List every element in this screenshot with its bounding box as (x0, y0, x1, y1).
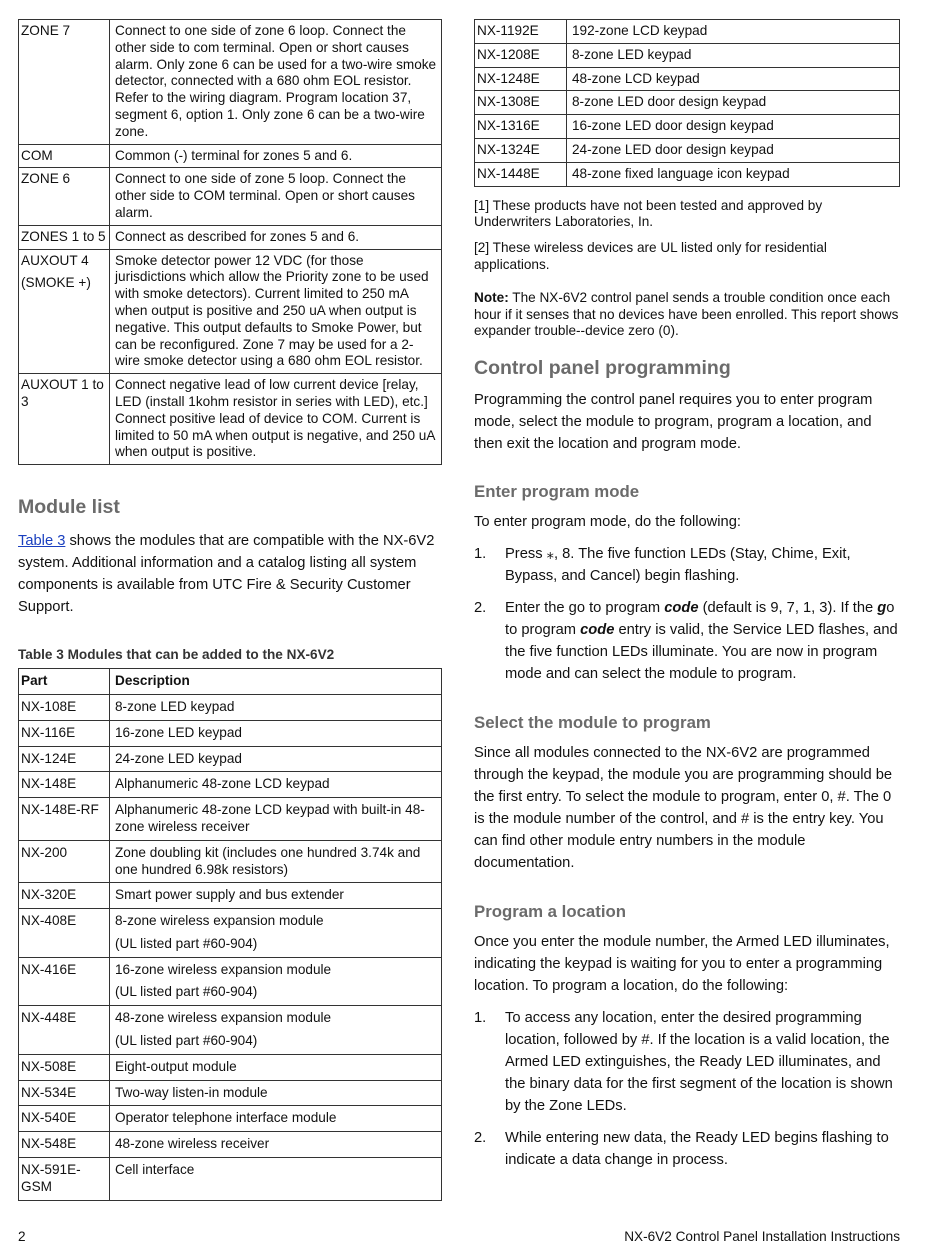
table-row (475, 43, 900, 67)
module-list-paragraph (18, 530, 442, 618)
module-part: NX-534E (19, 1080, 110, 1106)
keypad-description: 192-zone LCD keypad (567, 20, 900, 44)
keypad-part: NX-1448E (475, 162, 567, 186)
description-line: 8-zone wireless expansion module (115, 913, 324, 929)
enter-step-1: 1. Press ⁎, 8. The five function LEDs (Stay, Chime, Exit, Bypass, and Cancel) begin flashing. (474, 546, 851, 585)
table-row (19, 20, 442, 145)
note-text: The NX-6V2 control panel sends a trouble condition once each hour if it senses that no devices have been enrolled. This report shows expander trouble--device zero (0). (474, 289, 899, 339)
module-part: NX-320E (19, 883, 110, 909)
keypad-part: NX-1324E (475, 138, 567, 162)
table-row (19, 374, 442, 465)
keypad-part: NX-1308E (475, 91, 567, 115)
program-location-intro: Once you enter the module number, the Armed LED illuminates, indicating the keypad is waiting for you to enter a programming location. To program a location, do the following: (474, 934, 890, 995)
table-row (19, 746, 442, 772)
terminal-name (19, 168, 110, 225)
enter-steps (474, 543, 900, 685)
table-row (19, 772, 442, 798)
left-column (18, 0, 442, 1201)
table-row (19, 1054, 442, 1080)
module-description (110, 840, 442, 883)
terminal-line: COM (21, 147, 53, 163)
keypad-description: 48-zone LCD keypad (567, 67, 900, 91)
table-row (19, 225, 442, 249)
modules-table (18, 668, 442, 1201)
table-row (475, 138, 900, 162)
description-line: Two-way listen-in module (115, 1084, 268, 1100)
description-line: Cell interface (115, 1162, 195, 1178)
table-row (19, 957, 442, 1006)
header-part: Part (19, 669, 110, 695)
programming-heading: Control panel programming (474, 357, 731, 380)
module-description (110, 883, 442, 909)
module-description (110, 1106, 442, 1132)
description-line: 24-zone LED keypad (115, 750, 242, 766)
enter-intro: To enter program mode, do the following: (474, 514, 741, 531)
table-row (475, 162, 900, 186)
module-description (110, 772, 442, 798)
keypad-description: 16-zone LED door design keypad (567, 115, 900, 139)
module-description (110, 1158, 442, 1201)
terminal-name (19, 225, 110, 249)
terminal-description: Smoke detector power 12 VDC (for those jurisdictions which allow the Priority zone to be used with smoke detectors). Current limited to 250 mA when output is positive and 250 uA when output is negative. This output defaults to Smoke Power, but can be reconfigured. Zone 7 may be used for a 2-wire smoke detector using a 680 ohm EOL resistor. (110, 249, 442, 374)
terminal-line: ZONES 1 to 5 (21, 228, 106, 244)
select-module-text: Since all modules connected to the NX-6V2 are programmed through the keypad, the module you are programming should be the first entry. To select the module to program, enter 0, #. The 0 is the module number of the control, and # is the entry key. You can find other module entry numbers in the module documentation. (474, 745, 893, 872)
terminal-description: Connect as described for zones 5 and 6. (110, 225, 442, 249)
table-3-caption: Table 3 Modules that can be added to the NX-6V2 (18, 647, 335, 663)
module-part: NX-148E (19, 772, 110, 798)
footnote-2: [2] These wireless devices are UL listed only for residential applications. (474, 240, 827, 272)
description-line: Alphanumeric 48-zone LCD keypad with built-in 48-zone wireless receiver (115, 802, 425, 834)
table-row (475, 115, 900, 139)
table-row (19, 249, 442, 374)
terminal-name (19, 20, 110, 145)
module-part: NX-540E (19, 1106, 110, 1132)
module-part: NX-408E (19, 909, 110, 958)
terminal-description: Connect negative lead of low current device [relay, LED (install 1kohm resistor in series with LED), etc.] Connect positive lead of device to COM. Current is limited to 50 mA when output is negative, and 250 uA when output is positive. (110, 374, 442, 465)
module-part: NX-416E (19, 957, 110, 1006)
terminal-table (18, 19, 442, 465)
table-row (19, 1158, 442, 1201)
table-row (19, 840, 442, 883)
description-line: Operator telephone interface module (115, 1110, 337, 1126)
enter-program-mode-heading: Enter program mode (474, 482, 640, 502)
description-line: (UL listed part #60-904) (115, 984, 258, 1000)
table-3-link[interactable]: Table 3 (18, 533, 66, 550)
table-row (19, 168, 442, 225)
terminal-line: ZONE 6 (21, 171, 71, 187)
description-line: 16-zone LED keypad (115, 724, 242, 740)
footnote-1: [1] These products have not been tested and approved by Underwriters Laboratories, In. (474, 197, 823, 230)
table-header-row (19, 669, 442, 695)
program-location-heading: Program a location (474, 902, 626, 922)
terminal-line: AUXOUT 4 (21, 252, 89, 268)
terminal-name (19, 144, 110, 168)
page-number: 2 (18, 1229, 26, 1244)
table-row (19, 1006, 442, 1055)
table-row (19, 144, 442, 168)
description-line: 8-zone LED keypad (115, 698, 235, 714)
description-line: Zone doubling kit (includes one hundred 3.74k and one hundred 6.98k resistors) (115, 844, 421, 877)
description-line: 48-zone wireless expansion module (115, 1010, 332, 1026)
description-line: Alphanumeric 48-zone LCD keypad (115, 776, 330, 792)
table-row (19, 798, 442, 841)
table-row (19, 1080, 442, 1106)
description-line: (UL listed part #60-904) (115, 935, 258, 951)
location-step-1: 1. To access any location, enter the desired programming location, followed by #. If the location is a valid location, the Armed LED extinguishes, the Ready LED illuminates, and the binary data for the first segment of the location is shown by the Zone LEDs. (474, 1010, 893, 1115)
module-part: NX-548E (19, 1132, 110, 1158)
terminal-description: Connect to one side of zone 5 loop. Connect the other side to COM terminal. Open or short causes alarm. (110, 168, 442, 225)
note-label: Note: (474, 289, 509, 305)
module-description (110, 957, 442, 1006)
table-row (475, 91, 900, 115)
module-description (110, 720, 442, 746)
table-row (19, 694, 442, 720)
module-list-heading: Module list (18, 496, 120, 519)
module-description (110, 694, 442, 720)
table-row (19, 1106, 442, 1132)
module-part: NX-200 (19, 840, 110, 883)
module-description (110, 1054, 442, 1080)
keypad-description: 8-zone LED door design keypad (567, 91, 900, 115)
module-description (110, 1006, 442, 1055)
keypad-table (474, 19, 900, 187)
module-part: NX-148E-RF (19, 798, 110, 841)
keypad-part: NX-1208E (475, 43, 567, 67)
terminal-name (19, 249, 110, 374)
terminal-line: ZONE 7 (21, 23, 71, 38)
module-description (110, 798, 442, 841)
terminal-description: Connect to one side of zone 6 loop. Connect the other side to com terminal. Open or short causes alarm. Only zone 6 can be used for a two-wire smoke detector, connected with a 680 ohm EOL resistor. Refer to the wiring diagram. Program location 37, segment 6, option 1. Only zone 6 can be a two-wire zone. (110, 20, 442, 145)
module-description (110, 1080, 442, 1106)
module-part: NX-116E (19, 720, 110, 746)
table-row (19, 909, 442, 958)
terminal-line: AUXOUT 1 to 3 (21, 377, 104, 409)
enter-step-2: 2. Enter the go to program code (default is 9, 7, 1, 3). If the go to program code entry is valid, the Service LED flashes, and the five function LEDs illuminate. You are now in program mode and can select the module to program. (474, 600, 898, 683)
keypad-description: 48-zone fixed language icon keypad (567, 162, 900, 186)
description-line: 48-zone wireless receiver (115, 1136, 270, 1152)
terminal-line: (SMOKE +) (21, 275, 91, 291)
footer-title: NX-6V2 Control Panel Installation Instructions (624, 1229, 900, 1244)
table-row (475, 20, 900, 44)
note-paragraph (474, 290, 900, 340)
description-line: Smart power supply and bus extender (115, 887, 344, 903)
keypad-part: NX-1248E (475, 67, 567, 91)
description-line: Eight-output module (115, 1058, 237, 1074)
table-row (19, 720, 442, 746)
table-row (19, 1132, 442, 1158)
module-part: NX-591E-GSM (19, 1158, 110, 1201)
terminal-name (19, 374, 110, 465)
description-line: (UL listed part #60-904) (115, 1033, 258, 1049)
header-description: Description (110, 669, 442, 695)
module-description (110, 909, 442, 958)
programming-intro: Programming the control panel requires you to enter program mode, select the module to program, program a location, and then exit the location and program mode. (474, 392, 873, 453)
module-part: NX-508E (19, 1054, 110, 1080)
description-line: 16-zone wireless expansion module (115, 961, 332, 977)
table-row (19, 883, 442, 909)
module-part: NX-124E (19, 746, 110, 772)
keypad-part: NX-1192E (475, 20, 567, 44)
location-step-2: 2. While entering new data, the Ready LED begins flashing to indicate a data change in process. (474, 1130, 889, 1169)
module-part: NX-448E (19, 1006, 110, 1055)
location-steps (474, 1007, 900, 1171)
module-description (110, 746, 442, 772)
right-column (474, 0, 900, 1171)
terminal-description: Common (-) terminal for zones 5 and 6. (110, 144, 442, 168)
module-description (110, 1132, 442, 1158)
module-part: NX-108E (19, 694, 110, 720)
keypad-part: NX-1316E (475, 115, 567, 139)
keypad-description: 24-zone LED door design keypad (567, 138, 900, 162)
select-module-heading: Select the module to program (474, 713, 711, 733)
table-row (475, 67, 900, 91)
keypad-description: 8-zone LED keypad (567, 43, 900, 67)
module-list-text: shows the modules that are compatible with the NX-6V2 system. Additional information and a catalog listing all system components is available from UTC Fire & Security Customer Support. (18, 533, 435, 616)
